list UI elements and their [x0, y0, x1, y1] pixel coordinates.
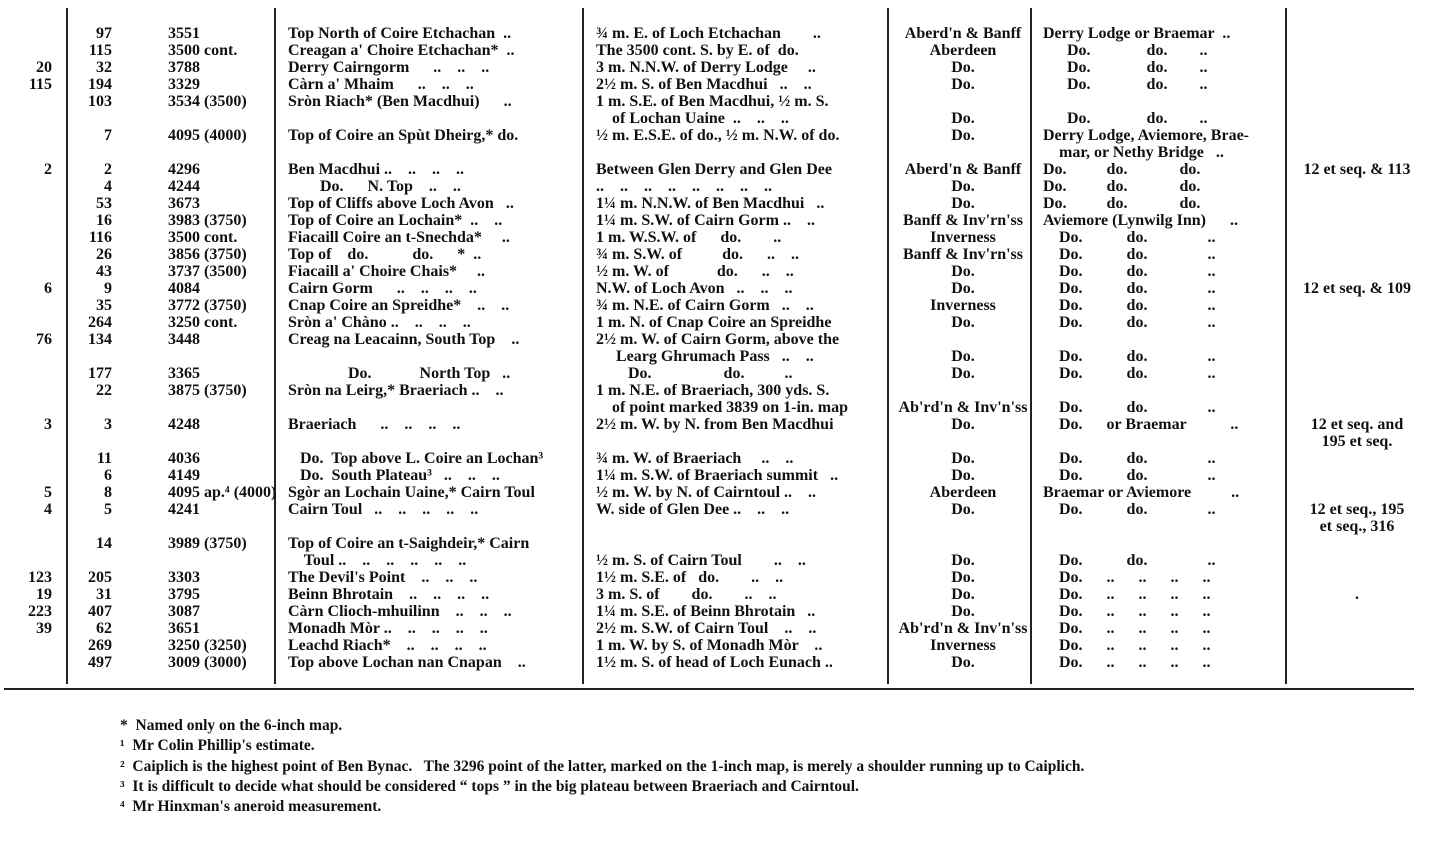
table-row — [0, 144, 1431, 162]
table-row — [0, 399, 1431, 417]
no-in-order-col: 76 — [36, 331, 52, 348]
position-col: 2½ m. S. of Ben Macdhui .. .. — [596, 76, 812, 93]
table-row — [0, 654, 1431, 672]
county-col: Do. — [951, 348, 975, 365]
height-order-col: 35 — [96, 297, 112, 314]
route-col: Do. do. .. — [1043, 467, 1216, 484]
height-order-col: 16 — [96, 212, 112, 229]
county-col: Do. — [951, 416, 975, 433]
position-col: 2½ m. W. by N. from Ben Macdhui — [596, 416, 834, 433]
height-order-col: 497 — [88, 654, 112, 671]
name-col: Sròn Riach* (Ben Macdhui) .. — [288, 93, 512, 110]
position-col: 1 m. W.S.W. of do. .. — [596, 229, 782, 246]
no-in-order-col: 39 — [36, 620, 52, 637]
route-col: Do. do. .. — [1043, 42, 1208, 59]
position-col: ¾ m. E. of Loch Etchachan .. — [596, 25, 821, 42]
height-order-col: 9 — [104, 280, 112, 297]
height-col: 3551 — [168, 25, 200, 42]
height-col: 3009 (3000) — [168, 654, 247, 671]
table-row — [0, 484, 1431, 502]
table-row — [0, 501, 1431, 519]
county-col: Do. — [951, 586, 975, 603]
route-col: Do. do. .. — [1043, 399, 1216, 416]
reference-col: 12 et seq. & 109 — [1303, 280, 1411, 297]
table-row — [0, 467, 1431, 485]
name-col: Beinn Bhrotain .. .. .. .. — [288, 586, 490, 603]
name-col: Do. Top above L. Coire an Lochan³ — [288, 450, 544, 467]
route-col: Do. .. .. .. .. — [1043, 637, 1211, 654]
county-col: Do. — [951, 314, 975, 331]
height-col: 4149 — [168, 467, 200, 484]
height-col: 3448 — [168, 331, 200, 348]
county-col: Aberd'n & Banff — [904, 161, 1022, 178]
route-col: Do. do. do. — [1043, 195, 1201, 212]
table-row — [0, 382, 1431, 400]
table-row — [0, 603, 1431, 621]
table-row — [0, 450, 1431, 468]
footnote: ⁴ Mr Hinxman's aneroid measurement. — [120, 798, 382, 816]
name-col: Sròn na Leirg,* Braeriach .. .. — [288, 382, 504, 399]
position-col: 1¼ m. S.W. of Cairn Gorm .. .. — [596, 212, 815, 229]
height-col: 3989 (3750) — [168, 535, 247, 552]
position-col: 1½ m. S. of head of Loch Eunach .. — [596, 654, 833, 671]
route-col: Do. do. .. — [1043, 314, 1216, 331]
position-col: .. .. .. .. .. .. .. .. — [596, 178, 772, 195]
height-col: 3856 (3750) — [168, 246, 247, 263]
route-col: Aviemore (Lynwilg Inn) .. — [1043, 212, 1238, 229]
county-col: Do. — [951, 195, 975, 212]
position-col: ½ m. W. by N. of Cairntoul .. .. — [596, 484, 817, 501]
height-order-col: 116 — [88, 229, 112, 246]
table-row — [0, 178, 1431, 196]
route-col: Do. do. .. — [1043, 229, 1216, 246]
position-col: Do. do. .. — [596, 365, 793, 382]
county-col: Inverness — [930, 229, 996, 246]
table-row — [0, 586, 1431, 604]
county-col: Do. — [951, 59, 975, 76]
position-col: 1 m. W. by S. of Monadh Mòr .. — [596, 637, 823, 654]
table-row — [0, 569, 1431, 587]
footnote: ¹ Mr Colin Phillip's estimate. — [120, 737, 315, 755]
height-col: 3795 — [168, 586, 200, 603]
route-col: Do. do. do. — [1043, 178, 1201, 195]
no-in-order-col: 115 — [28, 76, 52, 93]
name-col: Cnap Coire an Spreidhe* .. .. — [288, 297, 510, 314]
county-col: Do. — [951, 501, 975, 518]
height-order-col: 264 — [88, 314, 112, 331]
height-order-col: 194 — [88, 76, 112, 93]
table-row — [0, 246, 1431, 264]
height-order-col: 7 — [104, 127, 112, 144]
name-col: Top of Cliffs above Loch Avon .. — [288, 195, 514, 212]
footnote: ² Caiplich is the highest point of Ben Bynac. The 3296 point of the latter, marked on the 1-inch map, is merely a shoulder running up to Caiplich. — [120, 757, 1085, 775]
route-col: Do. do. .. — [1043, 263, 1216, 280]
position-col: of point marked 3839 on 1-in. map — [596, 399, 849, 416]
county-col: Do. — [951, 569, 975, 586]
route-col: mar, or Nethy Bridge .. — [1043, 144, 1224, 161]
name-col: Top of do. do. * .. — [288, 246, 482, 263]
table-row — [0, 93, 1431, 111]
county-col: Do. — [951, 127, 975, 144]
height-col: 3500 cont. — [168, 42, 238, 59]
height-col: 4036 — [168, 450, 200, 467]
name-col: Leachd Riach* .. .. .. .. — [288, 637, 487, 654]
county-col: Do. — [951, 654, 975, 671]
name-col: Braeriach .. .. .. .. — [288, 416, 461, 433]
route-col: Do. do. .. — [1043, 450, 1216, 467]
route-col: Do. do. .. — [1043, 280, 1216, 297]
footnote: * Named only on the 6-inch map. — [120, 717, 343, 734]
position-col: ¾ m. W. of Braeriach .. .. — [596, 450, 794, 467]
county-col: Banff & Inv'rn'ss — [902, 246, 1024, 263]
height-col: 3651 — [168, 620, 200, 637]
position-col: ½ m. E.S.E. of do., ½ m. N.W. of do. — [596, 127, 840, 144]
route-col: Do. .. .. .. .. — [1043, 603, 1211, 620]
name-col: Top of Coire an Lochain* .. .. — [288, 212, 503, 229]
no-in-order-col: 2 — [44, 161, 52, 178]
table-row — [0, 127, 1431, 145]
height-order-col: 407 — [88, 603, 112, 620]
position-col: 1 m. S.E. of Ben Macdhui, ½ m. S. — [596, 93, 829, 110]
height-order-col: 3 — [104, 416, 112, 433]
table-row — [0, 348, 1431, 366]
height-col: 3673 — [168, 195, 200, 212]
county-col: Aberdeen — [929, 42, 997, 59]
table-row — [0, 42, 1431, 60]
height-order-col: 103 — [88, 93, 112, 110]
county-col: Do. — [951, 280, 975, 297]
position-col: 1¼ m. N.N.W. of Ben Macdhui .. — [596, 195, 825, 212]
name-col: Top above Lochan nan Cnapan .. — [288, 654, 526, 671]
height-col: 3087 — [168, 603, 200, 620]
table-row — [0, 637, 1431, 655]
table-row — [0, 433, 1431, 451]
name-col: Creag na Leacainn, South Top .. — [288, 331, 520, 348]
height-order-col: 97 — [96, 25, 112, 42]
route-col: Do. do. .. — [1043, 552, 1216, 569]
route-col: Do. do. do. — [1043, 161, 1201, 178]
table-row — [0, 59, 1431, 77]
table-row — [0, 535, 1431, 553]
height-col: 3737 (3500) — [168, 263, 247, 280]
county-col: Ab'rd'n & Inv'n'ss — [898, 399, 1028, 416]
position-col: N.W. of Loch Avon .. .. .. — [596, 280, 793, 297]
table-row — [0, 263, 1431, 281]
position-col: Between Glen Derry and Glen Dee — [596, 161, 832, 178]
position-col: W. side of Glen Dee .. .. .. — [596, 501, 790, 518]
table-bottom-rule — [4, 688, 1414, 690]
route-col: Do. or Braemar .. — [1043, 416, 1239, 433]
route-col: Braemar or Aviemore .. — [1043, 484, 1240, 501]
name-col: Cairn Toul .. .. .. .. .. — [288, 501, 479, 518]
table-row — [0, 331, 1431, 349]
route-col: Derry Lodge, Aviemore, Brae- — [1043, 127, 1250, 144]
height-col: 4095 ap.⁴ (4000) — [168, 484, 277, 501]
table-row — [0, 297, 1431, 315]
county-col: Do. — [951, 110, 975, 127]
position-col: ¾ m. N.E. of Cairn Gorm .. .. — [596, 297, 814, 314]
height-col: 3875 (3750) — [168, 382, 247, 399]
table-row — [0, 280, 1431, 298]
height-col: 4244 — [168, 178, 200, 195]
height-col: 4241 — [168, 501, 200, 518]
height-order-col: 11 — [96, 450, 112, 467]
name-col: Monadh Mòr .. .. .. .. .. — [288, 620, 488, 637]
table-row — [0, 212, 1431, 230]
height-col: 3534 (3500) — [168, 93, 247, 110]
table-row — [0, 110, 1431, 128]
height-col: 3365 — [168, 365, 200, 382]
route-col: Do. .. .. .. .. — [1043, 586, 1211, 603]
route-col: Derry Lodge or Braemar .. — [1043, 25, 1231, 42]
name-col: Top North of Coire Etchachan .. — [288, 25, 512, 42]
route-col: Do. do. .. — [1043, 59, 1208, 76]
position-col: 3 m. S. of do. .. .. — [596, 586, 777, 603]
height-col: 3983 (3750) — [168, 212, 247, 229]
position-col: 1¼ m. S.E. of Beinn Bhrotain .. — [596, 603, 816, 620]
reference-col: et seq., 316 — [1319, 518, 1395, 535]
position-col: 1¼ m. S.W. of Braeriach summit .. — [596, 467, 839, 484]
route-col: Do. do. .. — [1043, 348, 1216, 365]
name-col: Fiacaill Coire an t-Snechda* .. — [288, 229, 510, 246]
height-col: 3329 — [168, 76, 200, 93]
table-row — [0, 25, 1431, 43]
height-col: 4095 (4000) — [168, 127, 247, 144]
position-col: ½ m. S. of Cairn Toul .. .. — [596, 552, 806, 569]
no-in-order-col: 20 — [36, 59, 52, 76]
height-order-col: 134 — [88, 331, 112, 348]
height-order-col: 2 — [104, 161, 112, 178]
position-col: Learg Ghrumach Pass .. .. — [596, 348, 814, 365]
table-row — [0, 76, 1431, 94]
height-order-col: 26 — [96, 246, 112, 263]
height-col: 3772 (3750) — [168, 297, 247, 314]
county-col: Do. — [951, 603, 975, 620]
height-col: 3788 — [168, 59, 200, 76]
name-col: The Devil's Point .. .. .. — [288, 569, 478, 586]
height-col: 3303 — [168, 569, 200, 586]
name-col: Creagan a' Choire Etchachan* .. — [288, 42, 515, 59]
no-in-order-col: 3 — [44, 416, 52, 433]
position-col: 2½ m. S.W. of Cairn Toul .. .. — [596, 620, 817, 637]
reference-col: 12 et seq. & 113 — [1303, 161, 1411, 178]
table-row — [0, 229, 1431, 247]
county-col: Do. — [951, 450, 975, 467]
reference-col: 12 et seq. and — [1310, 416, 1404, 433]
no-in-order-col: 223 — [28, 603, 52, 620]
county-col: Aberd'n & Banff — [904, 25, 1022, 42]
name-col: Toul .. .. .. .. .. .. — [288, 552, 467, 569]
position-col: ½ m. W. of do. .. .. — [596, 263, 794, 280]
table-row — [0, 620, 1431, 638]
route-col: Do. do. .. — [1043, 76, 1208, 93]
name-col: Do. North Top .. — [288, 365, 511, 382]
height-order-col: 177 — [88, 365, 112, 382]
position-col: ¾ m. S.W. of do. .. .. — [596, 246, 799, 263]
reference-col: . — [1355, 586, 1359, 603]
height-order-col: 6 — [104, 467, 112, 484]
reference-col: 12 et seq., 195 — [1309, 501, 1405, 518]
table-row — [0, 314, 1431, 332]
table-row — [0, 416, 1431, 434]
name-col: Sgòr an Lochain Uaine,* Cairn Toul — [288, 484, 535, 501]
height-col: 3500 cont. — [168, 229, 238, 246]
county-col: Do. — [951, 365, 975, 382]
no-in-order-col: 19 — [36, 586, 52, 603]
route-col: Do. .. .. .. .. — [1043, 569, 1211, 586]
route-col: Do. do. .. — [1043, 246, 1216, 263]
height-order-col: 43 — [96, 263, 112, 280]
route-col: Do. do. .. — [1043, 365, 1216, 382]
height-col: 4296 — [168, 161, 200, 178]
route-col: Do. .. .. .. .. — [1043, 620, 1211, 637]
height-order-col: 22 — [96, 382, 112, 399]
table-row — [0, 552, 1431, 570]
position-col: 3 m. N.N.W. of Derry Lodge .. — [596, 59, 816, 76]
footnote: ³ It is difficult to decide what should be considered “ tops ” in the big plateau between Braeriach and Cairntoul. — [120, 777, 859, 795]
name-col: Top of Coire an t-Saighdeir,* Cairn — [288, 535, 530, 552]
table-row — [0, 161, 1431, 179]
county-col: Do. — [951, 178, 975, 195]
name-col: Do. N. Top .. .. — [288, 178, 461, 195]
table-row — [0, 195, 1431, 213]
position-col: 1 m. N.E. of Braeriach, 300 yds. S. — [596, 382, 830, 399]
name-col: Do. South Plateau³ .. .. .. — [288, 467, 500, 484]
height-order-col: 32 — [96, 59, 112, 76]
height-order-col: 4 — [104, 178, 112, 195]
height-col: 4084 — [168, 280, 200, 297]
reference-col: 195 et seq. — [1321, 433, 1393, 450]
position-col: The 3500 cont. S. by E. of do. — [596, 42, 799, 59]
county-col: Inverness — [930, 637, 996, 654]
county-col: Do. — [951, 263, 975, 280]
county-col: Inverness — [930, 297, 996, 314]
footnotes — [120, 716, 1084, 817]
height-order-col: 269 — [88, 637, 112, 654]
no-in-order-col: 6 — [44, 280, 52, 297]
height-order-col: 53 — [96, 195, 112, 212]
name-col: Cairn Gorm .. .. .. .. — [288, 280, 477, 297]
name-col: Fiacaill a' Choire Chais* .. — [288, 263, 486, 280]
height-order-col: 115 — [88, 42, 112, 59]
county-col: Ab'rd'n & Inv'n'ss — [898, 620, 1028, 637]
no-in-order-col: 4 — [44, 501, 52, 518]
height-col: 4248 — [168, 416, 200, 433]
name-col: Càrn a' Mhaim .. .. .. — [288, 76, 474, 93]
route-col: Do. .. .. .. .. — [1043, 654, 1211, 671]
position-col: 1 m. N. of Cnap Coire an Spreidhe — [596, 314, 832, 331]
name-col: Sròn a' Chàno .. .. .. .. — [288, 314, 471, 331]
table-row — [0, 518, 1431, 536]
no-in-order-col: 123 — [28, 569, 52, 586]
position-col: of Lochan Uaine .. .. .. — [596, 110, 789, 127]
name-col: Top of Coire an Spùt Dheirg,* do. — [288, 127, 519, 144]
name-col: Ben Macdhui .. .. .. .. — [288, 161, 465, 178]
route-col: Do. do. .. — [1043, 110, 1208, 127]
position-col: 1½ m. S.E. of do. .. .. — [596, 569, 784, 586]
height-order-col: 205 — [88, 569, 112, 586]
height-col: 3250 cont. — [168, 314, 238, 331]
height-order-col: 5 — [104, 501, 112, 518]
county-col: Do. — [951, 76, 975, 93]
name-col: Derry Cairngorm .. .. .. — [288, 59, 490, 76]
height-col: 3250 (3250) — [168, 637, 247, 654]
height-order-col: 31 — [96, 586, 112, 603]
route-col: Do. do. .. — [1043, 297, 1216, 314]
no-in-order-col: 5 — [44, 484, 52, 501]
county-col: Aberdeen — [929, 484, 997, 501]
height-order-col: 8 — [104, 484, 112, 501]
route-col: Do. do. .. — [1043, 501, 1216, 518]
county-col: Do. — [951, 552, 975, 569]
position-col: 2½ m. W. of Cairn Gorm, above the — [596, 331, 840, 348]
name-col: Càrn Clioch-mhuilinn .. .. .. — [288, 603, 512, 620]
height-order-col: 62 — [96, 620, 112, 637]
table-row — [0, 365, 1431, 383]
county-col: Banff & Inv'rn'ss — [902, 212, 1024, 229]
height-order-col: 14 — [96, 535, 112, 552]
county-col: Do. — [951, 467, 975, 484]
